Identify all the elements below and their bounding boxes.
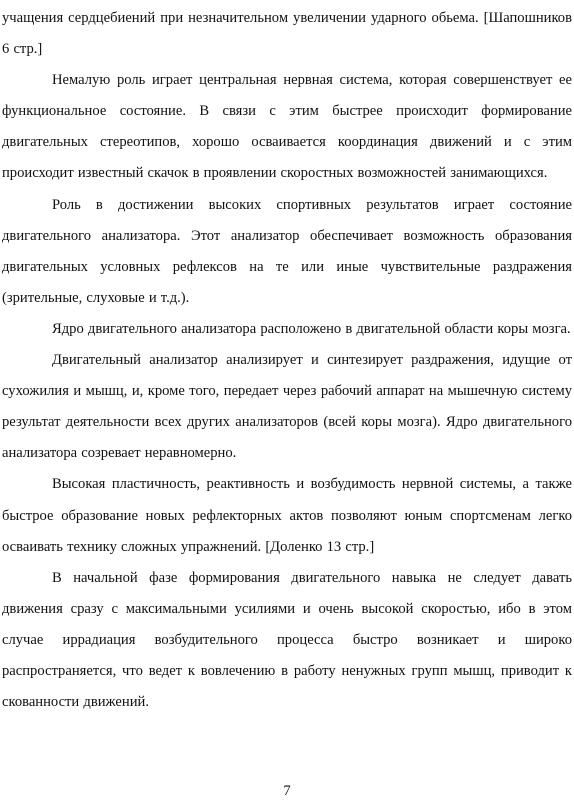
page-number: 7 xyxy=(283,783,291,799)
paragraph-initial-phase: В начальной фазе формирования двигательного навыка не следует давать движения сразу с максимальными усилиями и очень высокой скоростью, ибо в этом случае иррадиация возбудительного процесса быстро возникает и широко распространяется, что ведет к вовлечению в работу ненужных групп мышц, приводит к скованности движений. xyxy=(2,569,572,711)
paragraph-continuation: учащения сердцебиений при незначительном увеличении ударного обьема. [Шапошников 6 стр.] xyxy=(2,10,572,58)
paragraph-analyzer-function: Двигательный анализатор анализирует и синтезирует раздражения, идущие от сухожилия и мышц, и, кроме того, передает через рабочий аппарат на мышечную систему результат деятельности всех других анализаторов (всей коры мозга). Ядро двигательного анализатора созревает неравномерно. xyxy=(2,352,572,462)
paragraph-motor-analyzer-role: Роль в достижении высоких спортивных результатов играет состояние двигательного анализатора. Этот анализатор обеспечивает возможность образования двигательных условных рефлексов на те или иные чувствительные раздражения (зрительные, слуховые и т.д.). xyxy=(2,196,572,306)
body-text xyxy=(2,3,572,718)
paragraph-plasticity: Высокая пластичность, реактивность и возбудимость нервной системы, а также быстрое образование новых рефлекторных актов позволяют юным спортсменам легко осваивать технику сложных упражнений. [Доленко 13 стр.] xyxy=(2,476,572,555)
paragraph-analyzer-core: Ядро двигательного анализатора расположено в двигательной области коры мозга. xyxy=(52,320,571,337)
paragraph-cns: Немалую роль играет центральная нервная система, которая совершенствует ее функциональное состояние. В связи с этим быстрее происходит формирование двигательных стереотипов, хорошо осваивается координация движений и с этим происходит известный скачок в проявлении скоростных возможностей занимающихся. xyxy=(2,72,572,182)
